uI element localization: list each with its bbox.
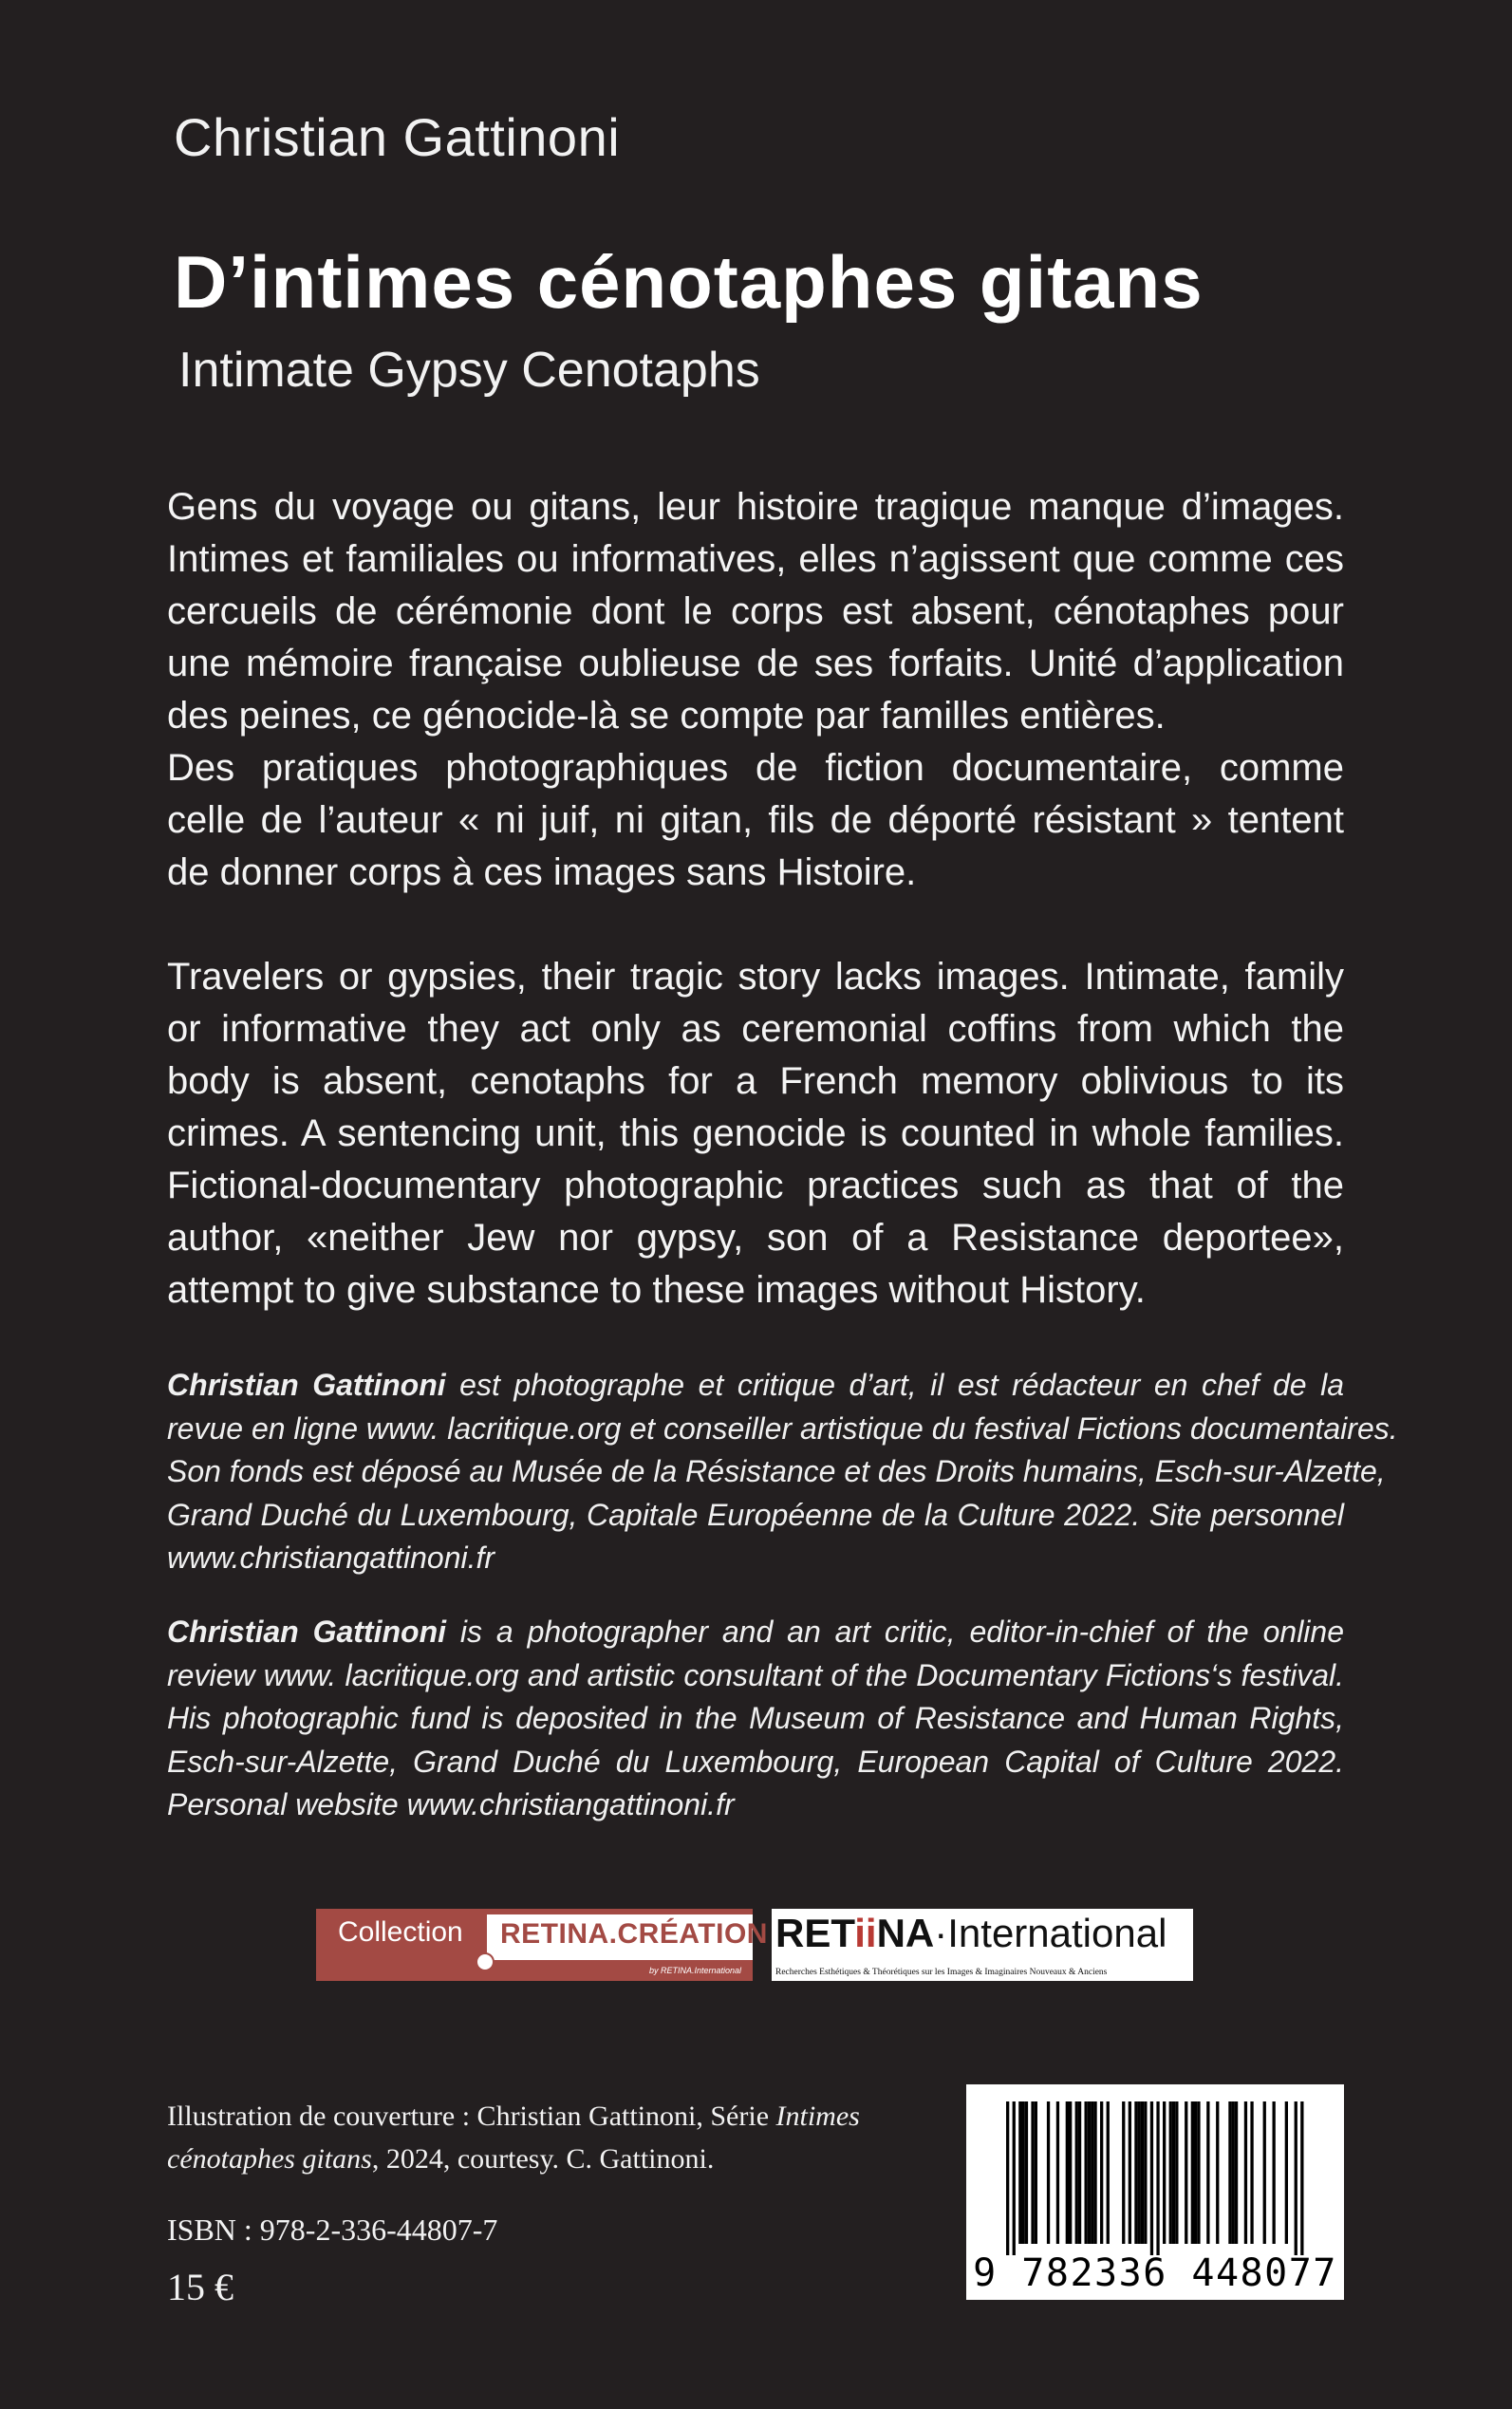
book-title: D’intimes cénotaphes gitans [174,240,1204,324]
bio-line: Personal website www.christiangattinoni.fr [167,1787,735,1821]
french-line: de donner corps à ces images sans Histoire. [167,851,917,893]
bio-line: His photographic fund is deposited in the Museum of Resistance and Human Rights, [167,1701,1344,1735]
barcode-bar [1150,2101,1153,2255]
english-line: body is absent, cenotaphs for a French memory oblivious to its [167,1060,1344,1102]
barcode-bar [1185,2101,1187,2244]
french-line: Intimes et familiales ou informatives, elles n’agissent que comme ces [167,538,1344,580]
barcode-bar [1025,2101,1028,2244]
bio-author-name: Christian Gattinoni [167,1615,447,1649]
bio-text: is a photographer and an art critic, editor-in-chief of the online [446,1615,1345,1649]
barcode-bar [1285,2101,1288,2244]
barcode-bar [1235,2101,1238,2244]
bio-text: est photographe et critique d’art, il est rédacteur en chef de la [445,1368,1345,1402]
barcode-digits: 9 782336 448077 [973,2251,1337,2295]
isbn: ISBN : 978-2-336-44807-7 [167,2213,498,2247]
barcode-bar [1129,2101,1131,2244]
bio-line: Grand Duché du Luxembourg, Capitale Européenne de la Culture 2022. Site personnel [167,1497,1344,1532]
barcode-bar [1194,2101,1197,2244]
bio-line: www.christiangattinoni.fr [167,1541,495,1575]
bio-line: Esch-sur-Alzette, Grand Duché du Luxembourg, European Capital of Culture 2022. [167,1744,1344,1779]
bio-line [167,1611,1344,1654]
french-description [167,481,1344,899]
french-line: une mémoire française oublieuse de ses forfaits. Unité d’application [167,643,1344,684]
english-line: Travelers or gypsies, their tragic story lacks images. Intimate, family [167,956,1344,998]
barcode-bar [1169,2101,1172,2244]
barcode-bar [1075,2101,1078,2244]
barcode-bar [1216,2101,1219,2244]
french-line: celle de l’auteur « ni juif, ni gitan, fils de déporté résistant » tentent [167,799,1344,841]
barcode-bar [1138,2101,1141,2244]
barcode-bar [1107,2101,1110,2244]
barcode-bar [1163,2101,1166,2244]
collection-retina-creation-logo [316,1909,768,1981]
barcode-bar [1006,2101,1009,2255]
barcode-bar [1156,2101,1159,2255]
barcode-bar [1141,2101,1144,2244]
french-line: Gens du voyage ou gitans, leur histoire tragique manque d’images. [167,486,1344,528]
bio-line: Son fonds est déposé au Musée de la Résistance et des Droits humains, Esch-sur-Alzette, [167,1454,1386,1488]
barcode-bar [1091,2101,1093,2244]
barcode-bar [1122,2101,1125,2244]
barcode-bar [1273,2101,1276,2244]
isbn-barcode [966,2084,1344,2300]
barcode-bar [1300,2101,1303,2255]
english-line: author, «neither Jew nor gypsy, son of a Resistance deportee», [167,1217,1344,1259]
barcode-bar [1172,2101,1175,2244]
barcode-bar [1197,2101,1200,2244]
barcode-bars [966,2084,1344,2255]
french-line: Des pratiques photographiques de fiction documentaire, comme [167,747,1344,789]
barcode-bar [1191,2101,1194,2244]
retina-tagline: Recherches Esthétiques & Théorétiques sur les Images & Imaginaires Nouveaux & Anciens [775,1968,1108,1977]
bio-line: review www. lacritique.org and artistic consultant of the Documentary Fictions‘s festival. [167,1657,1344,1692]
barcode-bar [1100,2101,1103,2244]
cover-illustration-credit: Illustration de couverture : Christian Gattinoni, Série Intimes cénotaphes gitans, 2024, courtesy. C. Gattinoni. [167,2101,860,2175]
barcode-bar [1093,2101,1096,2244]
barcode-bar [1295,2101,1297,2255]
barcode-bar [1144,2101,1147,2244]
barcode-bar [1022,2101,1025,2244]
barcode-bar [1047,2101,1050,2244]
bio-line: revue en ligne www. lacritique.org et conseiller artistique du festival Fictions documentaires. [167,1410,1398,1446]
collection-name-box [487,1914,768,1960]
bio-line [167,1364,1344,1408]
price: 15 € [167,2266,233,2308]
barcode-bar [1085,2101,1088,2244]
barcode-bar [1175,2101,1178,2244]
retina-international-logo [772,1909,1193,1981]
barcode-bar [1031,2101,1034,2244]
collection-label: Collection [338,1916,463,1948]
author-name: Christian Gattinoni [174,107,621,167]
barcode-bar [1069,2101,1072,2244]
barcode-bar [1088,2101,1091,2244]
barcode-bar [1035,2101,1037,2244]
english-line: crimes. A sentencing unit, this genocide is counted in whole families. [167,1112,1344,1154]
barcode-bar [1244,2101,1247,2244]
author-bio-french [167,1364,1398,1580]
barcode-bar [1066,2101,1069,2244]
english-line: or informative they act only as ceremonial coffins from which the [167,1008,1344,1050]
barcode-bar [1134,2101,1137,2244]
barcode-bar [1206,2101,1209,2244]
barcode-bar [1018,2101,1021,2244]
barcode-bar [1056,2101,1059,2244]
english-line: Fictional-documentary photographic practices such as that of the [167,1165,1344,1206]
collection-name: RETINA.CRÉATION [500,1918,768,1950]
french-line: des peines, ce génocide-là se compte par familles entières. [167,695,1166,737]
english-line: attempt to give substance to these images without History. [167,1269,1146,1311]
barcode-bar [1078,2101,1081,2244]
french-line: cercueils de cérémonie dont le corps est absent, cénotaphes pour [167,590,1344,632]
barcode-bar [1263,2101,1266,2244]
author-bio-english [167,1611,1344,1827]
barcode-bar [1232,2101,1235,2244]
collection-by: by RETINA.International [648,1966,741,1975]
barcode-bar [1228,2101,1231,2244]
book-subtitle: Intimate Gypsy Cenotaphs [178,343,760,398]
english-description [167,951,1344,1317]
retina-wordmark: RETiiNA·International [775,1911,1167,1955]
barcode-bar [1250,2101,1253,2244]
barcode-bar [1013,2101,1016,2255]
logo-dot-icon [476,1952,495,1971]
bio-author-name: Christian Gattinoni [167,1368,446,1402]
